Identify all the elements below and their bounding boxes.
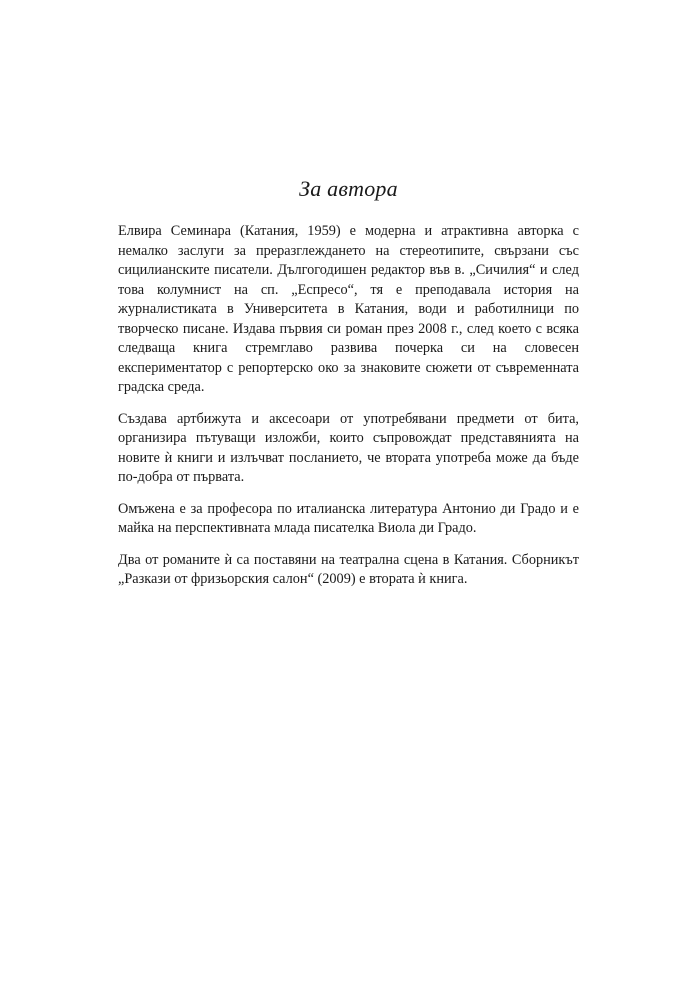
paragraph-family: Омъжена е за професора по италианска литература Антонио ди Градо и е майка на перспективната млада писателка Виола ди Градо. [118, 500, 579, 536]
paragraph-biography: Елвира Семинара (Катания, 1959) е модерна и атрактивна авторка с немалко заслуги за преразглеждането на стереотипите, свързани със сицилианските писатели. Дългогодишен редактор във в. „Сичилия“ и след това колумнист на сп. „Еспресо“, тя е преподавала история на журналистиката в Университета в Катания, води и работилници по творческо писане. Издава първия си роман през 2008 г., след което с всяка следваща книга стремглаво развива почерка си на словесен експериментатор с репортерско око за знаковите сюжети от съвременната градска среда. [118, 223, 579, 395]
page-content [118, 172, 579, 602]
page-title: За автора [299, 176, 398, 201]
paragraph-art-jewelry: Създава артбижута и аксесоари от употребявани предмети от бита, организира пътуващи изложби, които съпровождат представянията на новите ѝ книги и излъчват посланието, че втората употреба може да бъде по-добра от първата. [118, 410, 579, 485]
paragraph-works: Два от романите ѝ са поставяни на театрална сцена в Катания. Сборникът „Разкази от фризьорския салон“ (2009) е втората ѝ книга. [118, 551, 579, 587]
